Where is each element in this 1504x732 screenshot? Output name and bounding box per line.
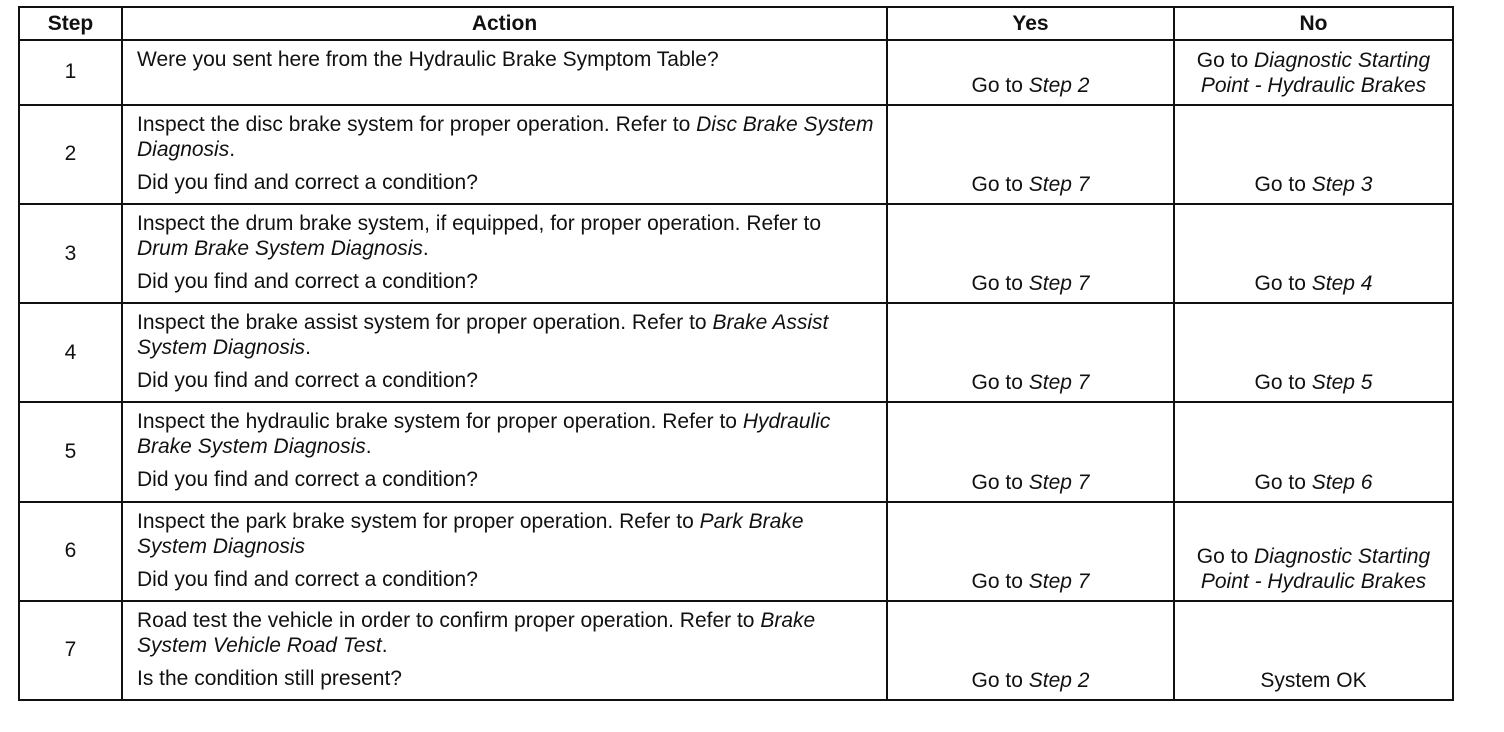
table-row — [19, 502, 1453, 601]
no-reference: Step 5 — [1311, 371, 1373, 395]
table-row — [19, 402, 1453, 501]
yes-text: Go to — [971, 73, 1029, 97]
header-no: No — [1174, 7, 1453, 40]
action-cell — [122, 204, 887, 303]
yes-cell — [887, 40, 1174, 105]
action-instruction — [137, 47, 876, 72]
action-instruction — [137, 310, 876, 360]
action-text-after: . — [305, 336, 311, 360]
no-cell — [1174, 502, 1453, 601]
no-cell — [1174, 303, 1453, 402]
action-text-after: . — [422, 236, 429, 260]
action-text: Inspect the park brake system for proper operation. Refer to — [137, 509, 700, 533]
yes-text: Go to — [971, 272, 1029, 296]
yes-reference: Step 2 — [1028, 73, 1090, 97]
header-yes: Yes — [887, 7, 1174, 40]
yes-reference: Step 7 — [1028, 272, 1090, 296]
action-text: Road test the vehicle in order to confirm proper operation. Refer to — [137, 608, 761, 632]
action-reference: Brake Assist System Diagnosis — [137, 311, 829, 360]
action-cell — [122, 105, 887, 204]
action-cell — [122, 601, 887, 700]
action-reference: Disc Brake System Diagnosis — [137, 112, 874, 161]
step-number: 6 — [19, 502, 122, 601]
action-reference: Drum Brake System Diagnosis — [137, 236, 423, 260]
action-text: Inspect the drum brake system, if equipped, for proper operation. Refer to — [137, 211, 822, 235]
action-question: Did you find and correct a condition? — [137, 369, 478, 393]
table-row — [19, 303, 1453, 402]
no-reference: Step 4 — [1311, 272, 1373, 296]
action-text-after: . — [229, 137, 236, 161]
table-row — [19, 40, 1453, 105]
header-row — [19, 7, 1453, 40]
no-text: Go to — [1196, 544, 1254, 568]
yes-cell — [887, 402, 1174, 501]
action-instruction — [137, 409, 876, 459]
action-cell — [122, 502, 887, 601]
yes-text: Go to — [971, 569, 1029, 593]
no-text: Go to — [1254, 172, 1312, 196]
header-step: Step — [19, 7, 122, 40]
no-cell — [1174, 204, 1453, 303]
yes-reference: Step 7 — [1028, 569, 1090, 593]
yes-text: Go to — [971, 669, 1029, 692]
no-cell — [1174, 40, 1453, 105]
no-reference: Diagnostic Starting Point - Hydraulic Brakes — [1200, 544, 1431, 593]
no-text: Go to — [1196, 48, 1254, 72]
yes-reference: Step 7 — [1028, 172, 1090, 196]
no-text: Go to — [1254, 272, 1312, 296]
yes-cell — [887, 502, 1174, 601]
yes-text: Go to — [971, 470, 1029, 494]
yes-reference: Step 7 — [1028, 371, 1090, 395]
no-cell — [1174, 402, 1453, 501]
table-row — [19, 105, 1453, 204]
action-cell — [122, 40, 887, 105]
table-body — [19, 40, 1453, 700]
action-cell — [122, 402, 887, 501]
yes-text: Go to — [971, 172, 1029, 196]
action-instruction — [137, 112, 876, 162]
no-text: Go to — [1254, 470, 1312, 494]
yes-cell — [887, 204, 1174, 303]
no-text: Go to — [1254, 371, 1312, 395]
step-number: 5 — [19, 402, 122, 501]
action-question: Did you find and correct a condition? — [137, 170, 478, 194]
action-instruction — [137, 211, 876, 261]
action-instruction — [137, 608, 876, 658]
yes-reference: Step 7 — [1028, 470, 1090, 494]
step-number: 1 — [19, 40, 122, 105]
yes-cell — [887, 303, 1174, 402]
action-cell — [122, 303, 887, 402]
action-text: Inspect the hydraulic brake system for proper operation. Refer to — [137, 410, 743, 434]
action-reference: Park Brake System Diagnosis — [137, 509, 804, 558]
step-number: 2 — [19, 105, 122, 204]
action-question: Did you find and correct a condition? — [137, 567, 478, 591]
no-text: System OK — [1260, 669, 1367, 692]
action-question: Is the condition still present? — [137, 666, 402, 690]
action-question: Did you find and correct a condition? — [137, 468, 478, 492]
diagnostic-table — [18, 6, 1454, 701]
table-row — [19, 204, 1453, 303]
yes-text: Go to — [971, 371, 1029, 395]
action-text: Inspect the brake assist system for proper operation. Refer to — [137, 311, 713, 335]
step-number: 7 — [19, 601, 122, 700]
no-reference: Step 3 — [1311, 172, 1373, 196]
action-text-after: . — [365, 435, 372, 459]
header-action: Action — [122, 7, 887, 40]
yes-reference: Step 2 — [1028, 669, 1090, 692]
no-reference: Step 6 — [1311, 470, 1373, 494]
action-instruction — [137, 509, 876, 559]
action-text: Were you sent here from the Hydraulic Brake Symptom Table? — [137, 48, 719, 71]
action-question: Did you find and correct a condition? — [137, 269, 478, 293]
yes-cell — [887, 105, 1174, 204]
action-text: Inspect the disc brake system for proper operation. Refer to — [137, 112, 697, 136]
step-number: 4 — [19, 303, 122, 402]
action-reference: Hydraulic Brake System Diagnosis — [137, 410, 831, 459]
action-text-after: . — [381, 633, 388, 657]
step-number: 3 — [19, 204, 122, 303]
no-cell — [1174, 601, 1453, 700]
action-reference: Brake System Vehicle Road Test — [137, 608, 816, 657]
table-row — [19, 601, 1453, 700]
yes-cell — [887, 601, 1174, 700]
no-reference: Diagnostic Starting Point - Hydraulic Brakes — [1200, 48, 1431, 97]
no-cell — [1174, 105, 1453, 204]
